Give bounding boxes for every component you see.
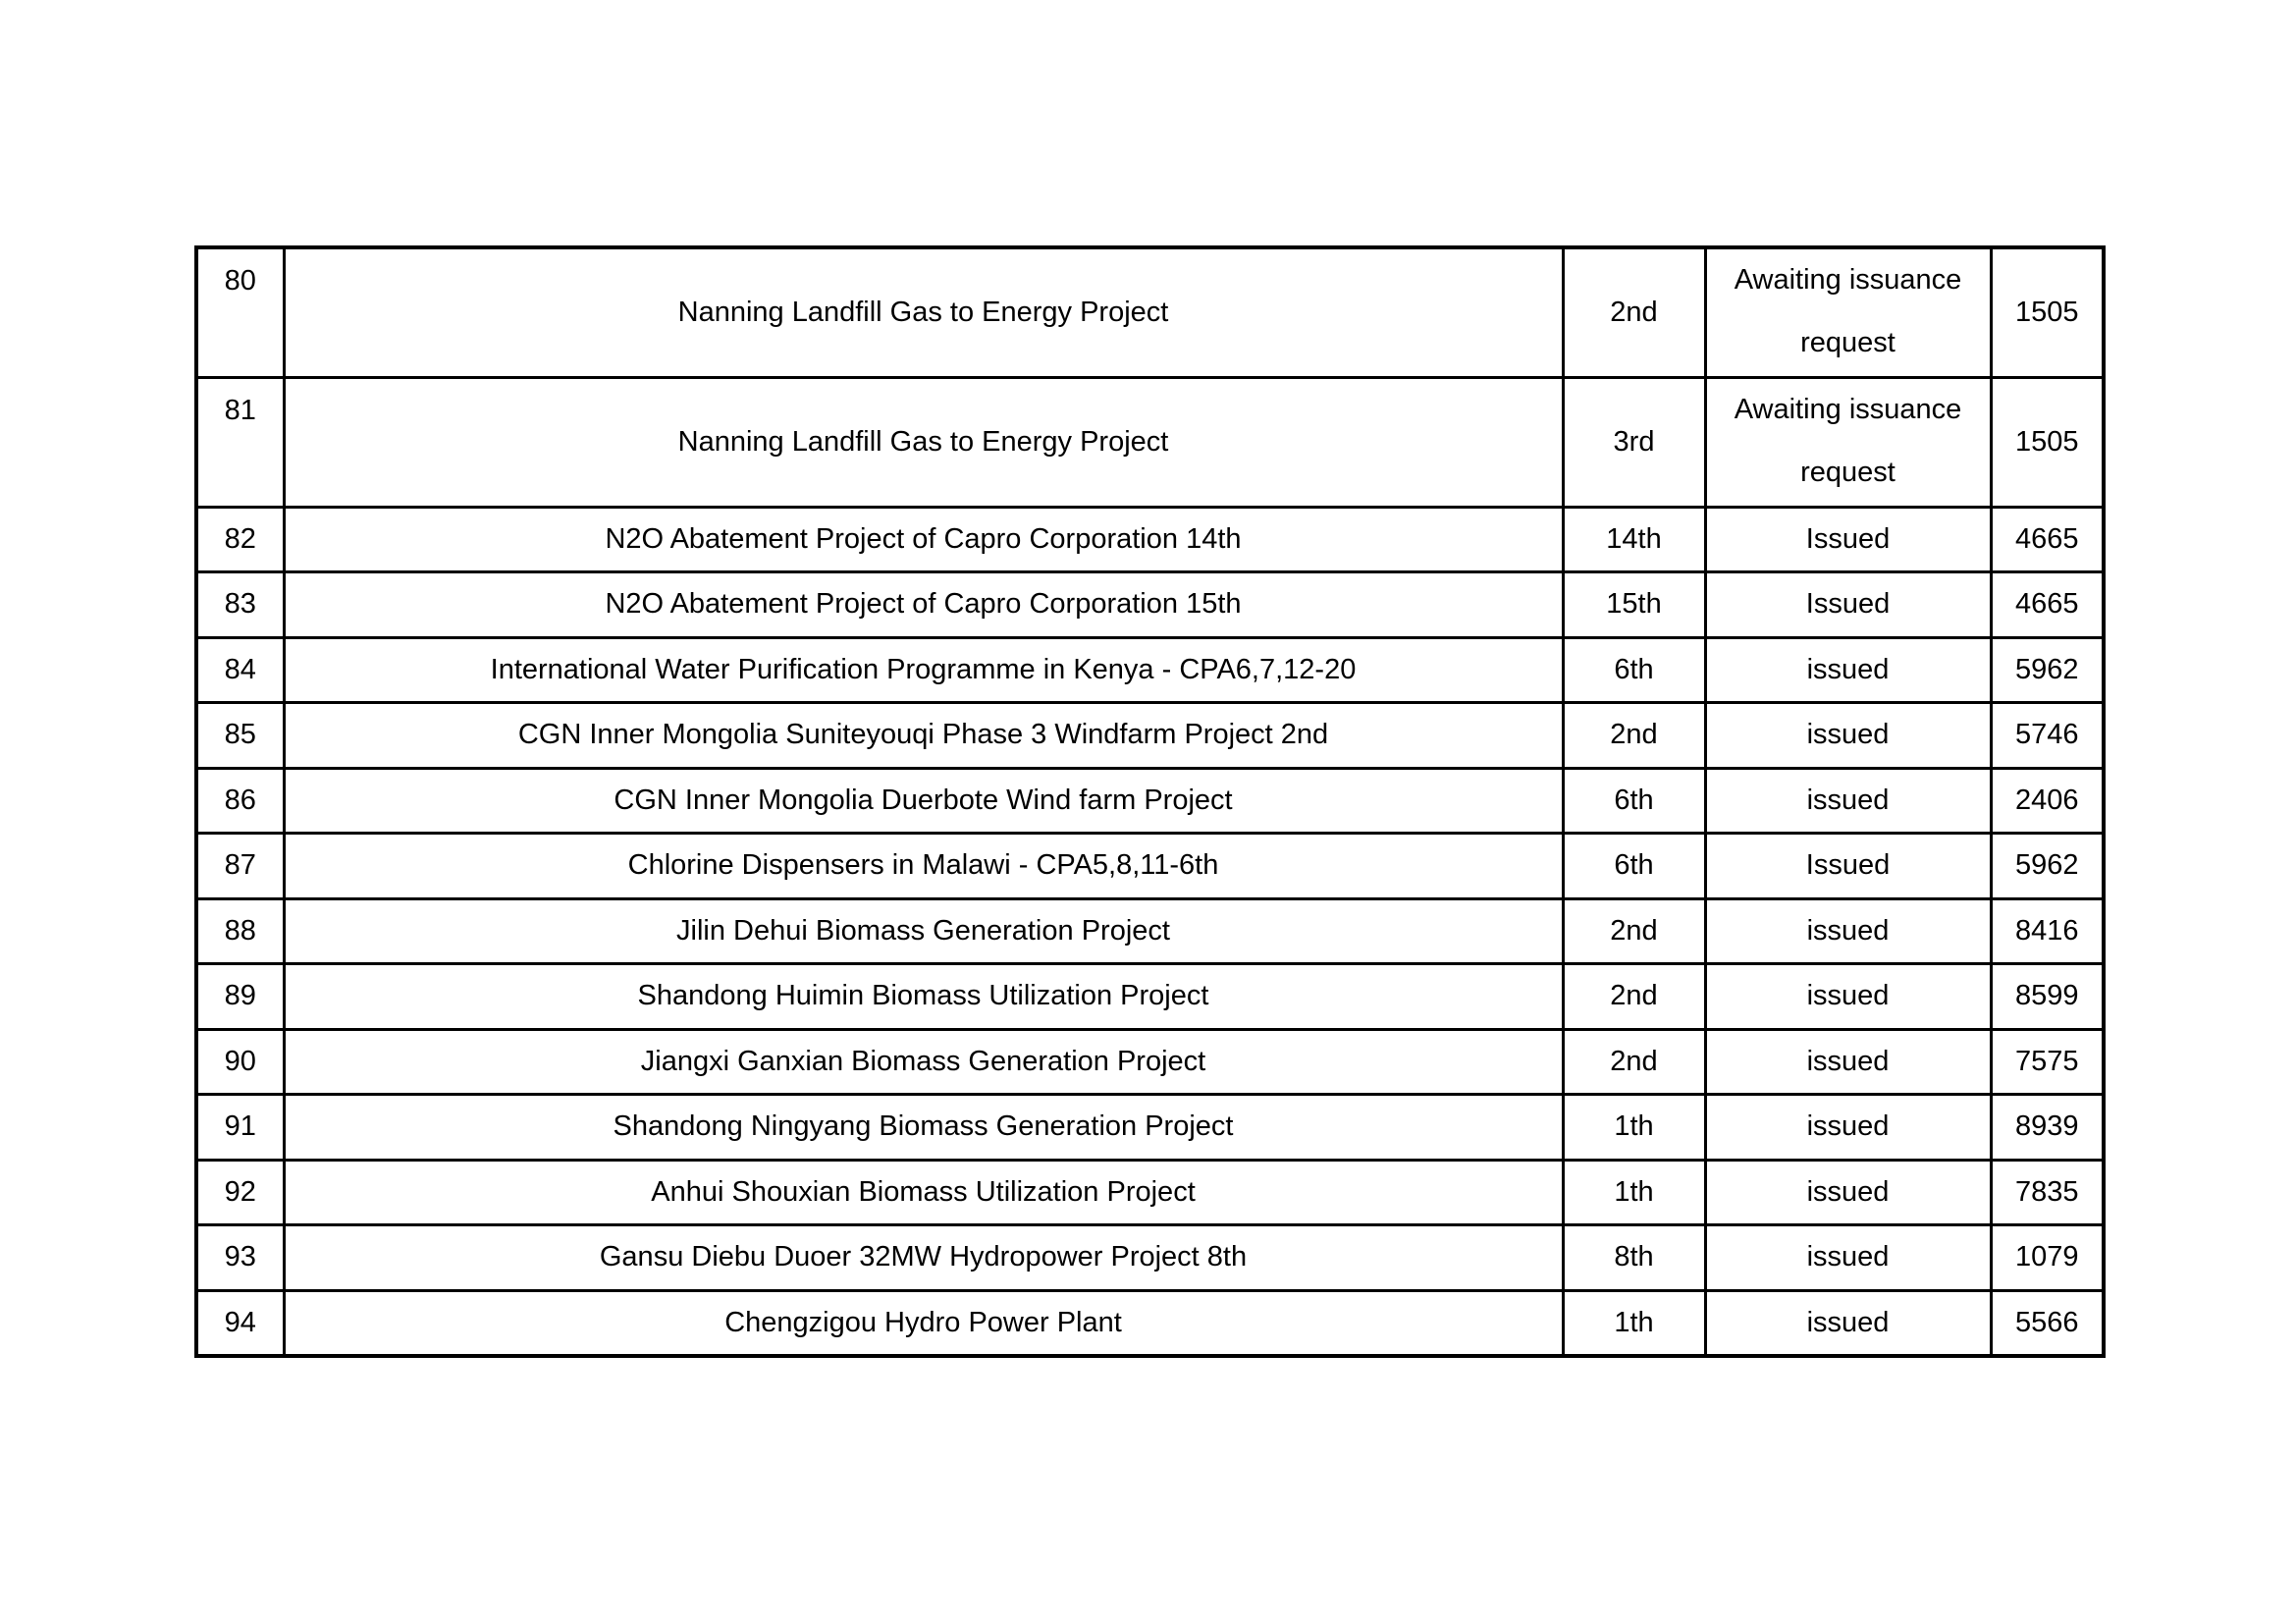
status-cell: issued — [1705, 768, 1991, 834]
issuance-ordinal-cell: 2nd — [1563, 964, 1705, 1030]
value-cell: 5566 — [1991, 1290, 2104, 1356]
issuance-ordinal-cell: 2nd — [1563, 703, 1705, 769]
value-cell: 1505 — [1991, 377, 2104, 507]
project-name-cell: Shandong Huimin Biomass Utilization Project — [284, 964, 1563, 1030]
table-row — [196, 1029, 2104, 1095]
value-cell: 1505 — [1991, 247, 2104, 377]
row-number-cell: 90 — [196, 1029, 284, 1095]
project-name-cell: Nanning Landfill Gas to Energy Project — [284, 377, 1563, 507]
project-name-cell: Anhui Shouxian Biomass Utilization Project — [284, 1160, 1563, 1225]
table-row — [196, 898, 2104, 964]
status-cell: issued — [1705, 964, 1991, 1030]
table-row — [196, 1225, 2104, 1291]
table-row — [196, 507, 2104, 572]
issuance-table — [194, 245, 2106, 1358]
issuance-ordinal-cell: 1th — [1563, 1290, 1705, 1356]
value-cell: 5962 — [1991, 834, 2104, 899]
status-cell: Awaiting issuance request — [1705, 247, 1991, 377]
issuance-ordinal-cell: 2nd — [1563, 1029, 1705, 1095]
status-cell: Issued — [1705, 507, 1991, 572]
row-number-cell: 89 — [196, 964, 284, 1030]
status-cell: issued — [1705, 1029, 1991, 1095]
issuance-ordinal-cell: 14th — [1563, 507, 1705, 572]
table-row — [196, 377, 2104, 507]
issuance-ordinal-cell: 6th — [1563, 637, 1705, 703]
issuance-ordinal-cell: 15th — [1563, 572, 1705, 638]
project-name-cell: N2O Abatement Project of Capro Corporation 14th — [284, 507, 1563, 572]
row-number-cell: 87 — [196, 834, 284, 899]
issuance-ordinal-cell: 6th — [1563, 768, 1705, 834]
value-cell: 5962 — [1991, 637, 2104, 703]
value-cell: 8599 — [1991, 964, 2104, 1030]
table-row — [196, 703, 2104, 769]
status-cell: issued — [1705, 898, 1991, 964]
status-cell: Issued — [1705, 834, 1991, 899]
project-name-cell: International Water Purification Programme in Kenya - CPA6,7,12-20 — [284, 637, 1563, 703]
row-number-cell: 85 — [196, 703, 284, 769]
value-cell: 4665 — [1991, 572, 2104, 638]
value-cell: 5746 — [1991, 703, 2104, 769]
value-cell: 8416 — [1991, 898, 2104, 964]
row-number-cell: 93 — [196, 1225, 284, 1291]
table-row — [196, 1290, 2104, 1356]
value-cell: 2406 — [1991, 768, 2104, 834]
row-number-cell: 82 — [196, 507, 284, 572]
project-name-cell: N2O Abatement Project of Capro Corporation 15th — [284, 572, 1563, 638]
row-number-cell: 81 — [196, 377, 284, 507]
table-row — [196, 834, 2104, 899]
table-row — [196, 1160, 2104, 1225]
status-cell: issued — [1705, 1290, 1991, 1356]
project-name-cell: Chengzigou Hydro Power Plant — [284, 1290, 1563, 1356]
row-number-cell: 92 — [196, 1160, 284, 1225]
row-number-cell: 86 — [196, 768, 284, 834]
project-name-cell: Jiangxi Ganxian Biomass Generation Project — [284, 1029, 1563, 1095]
row-number-cell: 83 — [196, 572, 284, 638]
issuance-ordinal-cell: 2nd — [1563, 898, 1705, 964]
row-number-cell: 84 — [196, 637, 284, 703]
row-number-cell: 88 — [196, 898, 284, 964]
table-row — [196, 1095, 2104, 1161]
status-cell: issued — [1705, 1160, 1991, 1225]
status-cell: issued — [1705, 1225, 1991, 1291]
status-cell: issued — [1705, 703, 1991, 769]
table-row — [196, 572, 2104, 638]
project-name-cell: Chlorine Dispensers in Malawi - CPA5,8,11-6th — [284, 834, 1563, 899]
value-cell: 4665 — [1991, 507, 2104, 572]
project-name-cell: Gansu Diebu Duoer 32MW Hydropower Project 8th — [284, 1225, 1563, 1291]
table-row — [196, 964, 2104, 1030]
status-cell: Awaiting issuance request — [1705, 377, 1991, 507]
project-name-cell: Shandong Ningyang Biomass Generation Project — [284, 1095, 1563, 1161]
issuance-ordinal-cell: 2nd — [1563, 247, 1705, 377]
status-cell: Issued — [1705, 572, 1991, 638]
value-cell: 7835 — [1991, 1160, 2104, 1225]
table-row — [196, 768, 2104, 834]
row-number-cell: 91 — [196, 1095, 284, 1161]
issuance-ordinal-cell: 3rd — [1563, 377, 1705, 507]
status-cell: issued — [1705, 637, 1991, 703]
status-cell: issued — [1705, 1095, 1991, 1161]
row-number-cell: 94 — [196, 1290, 284, 1356]
value-cell: 1079 — [1991, 1225, 2104, 1291]
project-name-cell: Nanning Landfill Gas to Energy Project — [284, 247, 1563, 377]
table-body — [196, 247, 2104, 1356]
table-row — [196, 247, 2104, 377]
project-name-cell: CGN Inner Mongolia Suniteyouqi Phase 3 Windfarm Project 2nd — [284, 703, 1563, 769]
issuance-ordinal-cell: 1th — [1563, 1160, 1705, 1225]
row-number-cell: 80 — [196, 247, 284, 377]
value-cell: 7575 — [1991, 1029, 2104, 1095]
value-cell: 8939 — [1991, 1095, 2104, 1161]
table-row — [196, 637, 2104, 703]
issuance-ordinal-cell: 8th — [1563, 1225, 1705, 1291]
project-name-cell: Jilin Dehui Biomass Generation Project — [284, 898, 1563, 964]
project-name-cell: CGN Inner Mongolia Duerbote Wind farm Project — [284, 768, 1563, 834]
issuance-ordinal-cell: 6th — [1563, 834, 1705, 899]
issuance-ordinal-cell: 1th — [1563, 1095, 1705, 1161]
